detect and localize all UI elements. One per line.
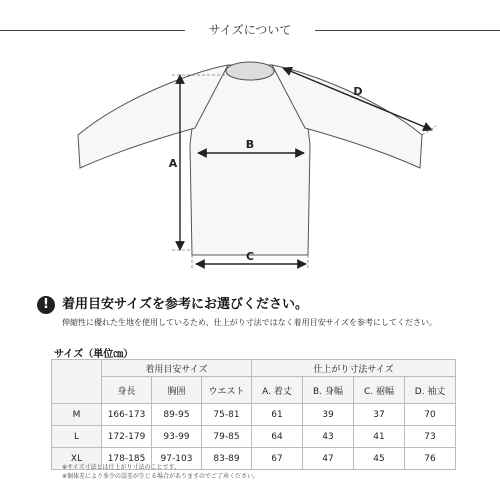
column-header-b-width: B. 身幅: [303, 377, 354, 404]
table-cell: 75-81: [202, 404, 252, 426]
row-size-label: XL: [52, 448, 102, 470]
table-header-row: [52, 377, 456, 404]
measure-c-label: C: [245, 250, 255, 263]
table-cell: 166-173: [102, 404, 152, 426]
column-header-waist: ウエスト: [202, 377, 252, 404]
column-header-a-length: A. 着丈: [252, 377, 303, 404]
measure-a-label: A: [168, 157, 178, 170]
table-cell: 70: [405, 404, 456, 426]
table-cell: 67: [252, 448, 303, 470]
table-cell: 37: [354, 404, 405, 426]
table-row: [52, 426, 456, 448]
table-group-row: [52, 360, 456, 377]
section-title: サイズについて: [185, 14, 315, 46]
table-cell: 61: [252, 404, 303, 426]
table-cell: 45: [354, 448, 405, 470]
exclamation-icon: !: [37, 296, 55, 314]
table-corner-cell: [52, 360, 102, 404]
notice-title: 着用目安サイズを参考にお選びください。: [62, 297, 308, 312]
column-header-height: 身長: [102, 377, 152, 404]
table-row: [52, 404, 456, 426]
notice-body: 伸縮性に優れた生地を使用しているため、仕上がり寸法ではなく着用目安サイズを参考にしてください。: [62, 318, 438, 327]
column-header-c-hem: C. 裾幅: [354, 377, 405, 404]
measure-b-label: B: [245, 138, 255, 151]
table-cell: 39: [303, 404, 354, 426]
table-cell: 73: [405, 426, 456, 448]
table-cell: 172-179: [102, 426, 152, 448]
table-cell: 64: [252, 426, 303, 448]
row-size-label: L: [52, 426, 102, 448]
shirt-collar: [226, 62, 274, 80]
footnote: ※サイズ寸法とは仕上がり寸法のことです。: [62, 464, 181, 471]
footnote: ※個体差により多少の誤差が生じる場合がありますのでご了承ください。: [62, 473, 260, 480]
table-cell: 79-85: [202, 426, 252, 448]
group-header-fit: 着用目安サイズ: [102, 360, 252, 377]
table-cell: 89-95: [152, 404, 202, 426]
table-cell: 97-103: [152, 448, 202, 470]
table-cell: 93-99: [152, 426, 202, 448]
table-cell: 43: [303, 426, 354, 448]
row-size-label: M: [52, 404, 102, 426]
group-header-finished: 仕上がり寸法サイズ: [252, 360, 456, 377]
table-cell: 178-185: [102, 448, 152, 470]
table-cell: 76: [405, 448, 456, 470]
shirt-outline: [78, 62, 422, 255]
table-cell: 47: [303, 448, 354, 470]
size-table: [51, 359, 456, 470]
size-table-title: サイズ（単位㎝）: [54, 349, 134, 360]
garment-diagram: [0, 50, 500, 290]
table-cell: 83-89: [202, 448, 252, 470]
table-cell: 41: [354, 426, 405, 448]
footnotes: [62, 463, 259, 481]
column-header-d-sleeve: D. 袖丈: [405, 377, 456, 404]
measure-d-label: D: [353, 85, 363, 98]
column-header-chest: 胸囲: [152, 377, 202, 404]
